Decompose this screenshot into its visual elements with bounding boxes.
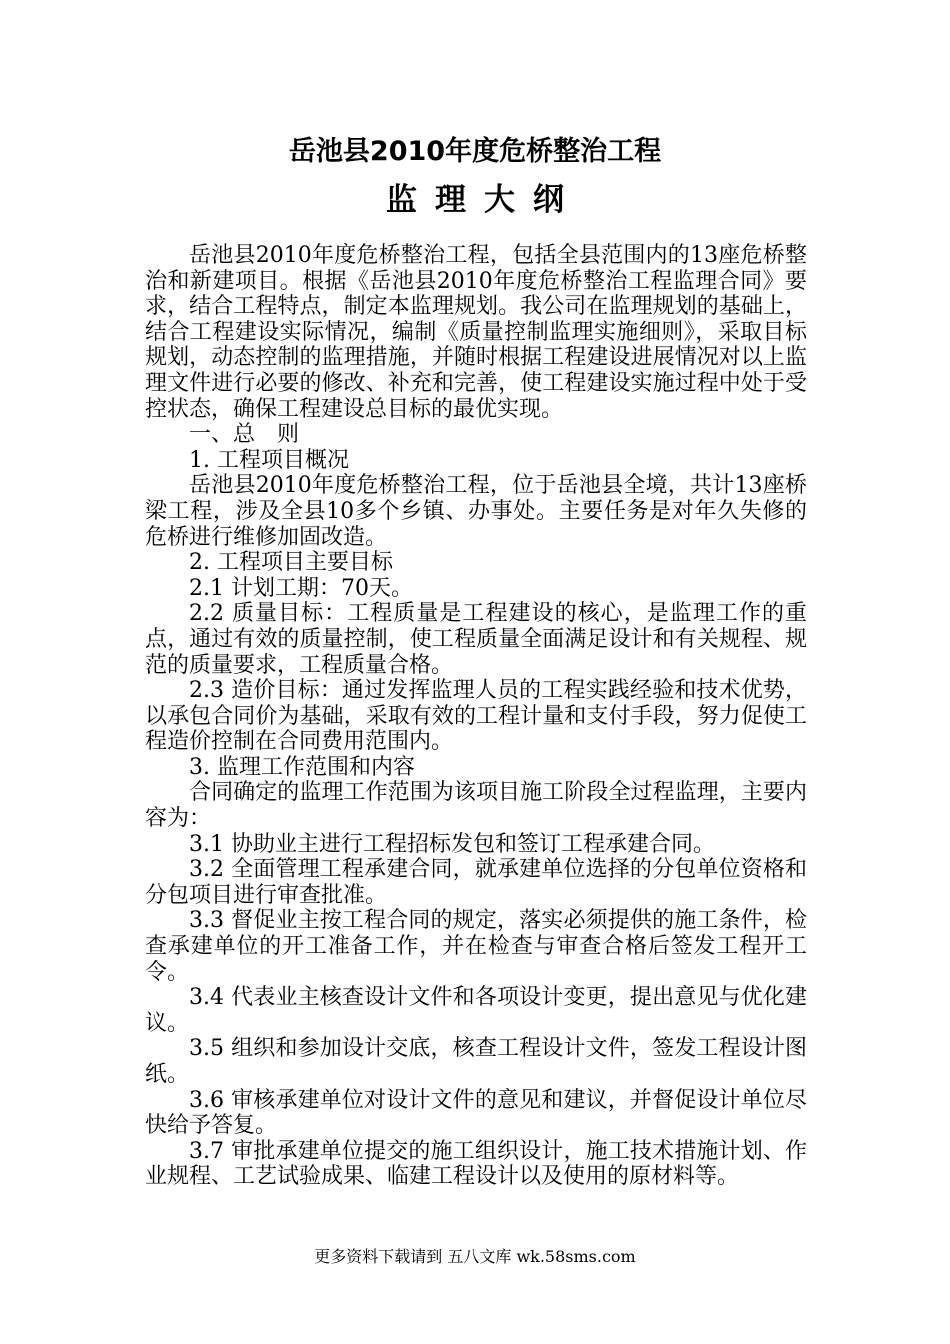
project-overview-paragraph: 岳池县2010年度危桥整治工程，位于岳池县全境，共计13座桥梁工程，涉及全县10多个乡镇、办事处。主要任务是对年久失修的危桥进行维修加固改造。 [145,473,807,550]
document-title: 岳池县2010年度危桥整治工程 [288,136,662,167]
scope-item: 3.4 代表业主核查设计文件和各项设计变更，提出意见与优化建议。 [145,985,807,1036]
scope-paragraph: 合同确定的监理工作范围为该项目施工阶段全过程监理，主要内容为： [145,780,807,832]
intro-paragraph: 岳池县2010年度危桥整治工程，包括全县范围内的13座危桥整治和新建项目。根据《岳池县2010年度危桥整治工程监理合同》要求，结合工程特点，制定本监理规划。我公司在监理规划的基础上，结合工程建设实际情况，编制《质量控制监理实施细则》，采取目标规划，动态控制的监理措施，并随时根据工程建设进展情况对以上监理文件进行必要的修改、补充和完善，使工程建设实施过程中处于受控状态，确保工程建设总目标的最优实现。 [145,243,807,422]
scope-item: 3.5 组织和参加设计交底，核查工程设计文件，签发工程设计图纸。 [145,1036,807,1087]
heading-project-goals: 2. 工程项目主要目标 [189,550,393,576]
scope-item: 3.3 督促业主按工程合同的规定，落实必须提供的施工条件，检查承建单位的开工准备工作，并在检查与审查合格后签发工程开工令。 [145,908,807,985]
goal-quality: 2.2 质量目标：工程质量是工程建设的核心，是监理工作的重点，通过有效的质量控制，使工程质量全面满足设计和有关规程、规范的质量要求，工程质量合格。 [145,601,807,678]
scope-item: 3.1 协助业主进行工程招标发包和签订工程承建合同。 [189,831,715,857]
scope-item: 3.7 审批承建单位提交的施工组织设计，施工技术措施计划、作业规程、工艺试验成果、临建工程设计以及使用的原材料等。 [145,1138,807,1190]
heading-project-overview: 1. 工程项目概况 [189,447,349,473]
scope-item: 3.6 审核承建单位对设计文件的意见和建议，并督促设计单位尽快给予答复。 [145,1087,807,1139]
goal-schedule: 2.1 计划工期：70天。 [189,575,413,601]
footer-download-note: 更多资料下载请到 五八文库 wk.58sms.com [314,1247,636,1266]
document-body [145,243,807,1190]
section-heading-general: 一、总 则 [189,422,300,448]
goal-cost: 2.3 造价目标：通过发挥监理人员的工程实践经验和技术优势，以承包合同价为基础，采取有效的工程计量和支付手段，努力促使工程造价控制在合同费用范围内。 [145,678,807,755]
scope-item: 3.2 全面管理工程承建合同，就承建单位选择的分包单位资格和分包项目进行审查批准。 [145,857,807,908]
document-subtitle: 监理大纲 [386,182,582,218]
heading-scope: 3. 监理工作范围和内容 [189,754,415,780]
